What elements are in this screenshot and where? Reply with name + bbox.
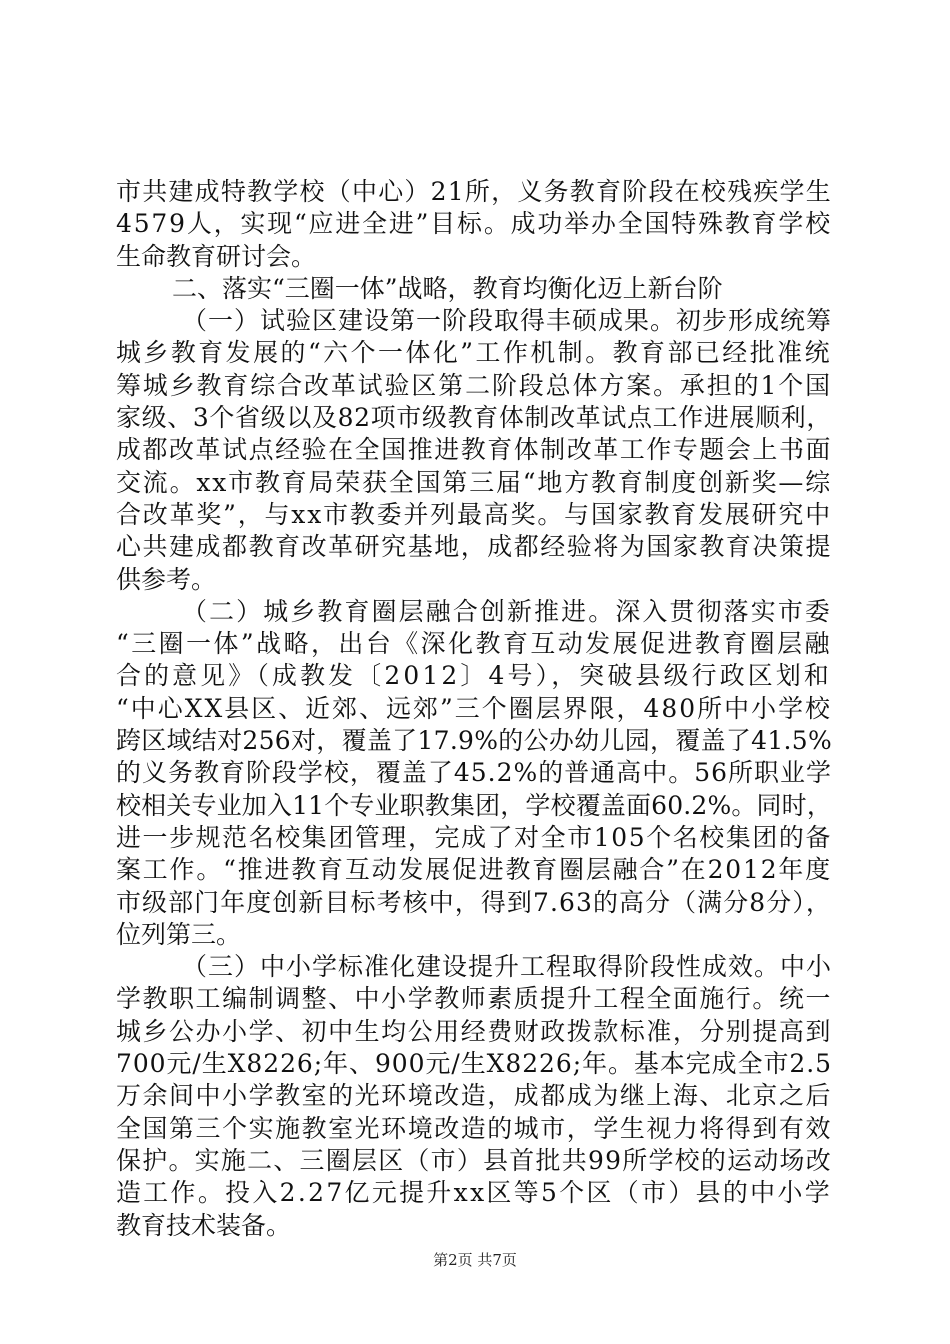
section-heading: 二、落实“三圈一体”战略，教育均衡化迈上新台阶: [172, 273, 723, 303]
paragraph-line: 学教职工编制调整、中小学教师素质提升工程全面施行。统一: [116, 984, 832, 1014]
paragraph-line: 进一步规范名校集团管理，完成了对全市105个名校集团的备: [116, 822, 832, 852]
paragraph-line: （三）中小学标准化建设提升工程取得阶段性成效。中小: [182, 952, 832, 982]
paragraph-line: “三圈一体”战略，出台《深化教育互动发展促进教育圈层融: [116, 629, 832, 659]
paragraph-line: 位列第三。: [116, 919, 242, 949]
paragraph-line: 交流。xx市教育局荣获全国第三届“地方教育制度创新奖—综: [116, 467, 832, 497]
paragraph-line: 成都改革试点经验在全国推进教育体制改革工作专题会上书面: [116, 435, 832, 465]
paragraph-line: （一）试验区建设第一阶段取得丰硕成果。初步形成统筹: [182, 306, 832, 336]
page-footer: 第2页 共7页: [433, 1251, 517, 1269]
document-body: [116, 176, 832, 1242]
paragraph-line: 保护。实施二、三圈层区（市）县首批共99所学校的运动场改: [116, 1145, 832, 1175]
paragraph-line: 的义务教育阶段学校，覆盖了45.2%的普通高中。56所职业学: [116, 758, 832, 788]
paragraph-line: 跨区域结对256对，覆盖了17.9%的公办幼儿园，覆盖了41.5%: [116, 726, 832, 756]
paragraph-line: 市级部门年度创新目标考核中，得到7.63的高分（满分8分），: [116, 887, 832, 917]
paragraph-line: 合的意见》（成教发〔2012〕4号），突破县级行政区划和: [116, 661, 832, 691]
paragraph-line: 家级、3个省级以及82项市级教育体制改革试点工作进展顺利，: [116, 403, 832, 433]
paragraph-line: 城乡公办小学、初中生均公用经费财政拨款标准，分别提高到: [116, 1016, 832, 1046]
paragraph-line: 全国第三个实施教室光环境改造的城市，学生视力将得到有效: [116, 1113, 832, 1143]
paragraph-line: 城乡教育发展的“六个一体化”工作机制。教育部已经批准统: [116, 338, 832, 368]
paragraph-line: 生命教育研讨会。: [116, 241, 317, 271]
paragraph-line: （二）城乡教育圈层融合创新推进。深入贯彻落实市委: [182, 596, 832, 626]
paragraph-line: 供参考。: [116, 564, 217, 594]
paragraph-line: “中心XX县区、近郊、远郊”三个圈层界限，480所中小学校: [116, 693, 832, 723]
paragraph-line: 心共建成都教育改革研究基地，成都经验将为国家教育决策提: [116, 532, 832, 562]
paragraph-line: 教育技术装备。: [116, 1210, 292, 1240]
paragraph-line: 合改革奖”，与xx市教委并列最高奖。与国家教育发展研究中: [116, 499, 832, 529]
paragraph-line: 筹城乡教育综合改革试验区第二阶段总体方案。承担的1个国: [116, 370, 832, 400]
paragraph-line: 市共建成特教学校（中心）21所，义务教育阶段在校残疾学生: [116, 177, 832, 206]
paragraph-line: 案工作。“推进教育互动发展促进教育圈层融合”在2012年度: [116, 855, 832, 885]
paragraph-line: 校相关专业加入11个专业职教集团，学校覆盖面60.2%。同时，: [116, 790, 832, 820]
paragraph-line: 4579人，实现“应进全进”目标。成功举办全国特殊教育学校: [116, 209, 832, 239]
paragraph-line: 造工作。投入2.27亿元提升xx区等5个区（市）县的中小学: [116, 1178, 832, 1208]
paragraph-line: 700元/生X8226;年、900元/生X8226;年。基本完成全市2.5: [116, 1049, 832, 1079]
paragraph-line: 万余间中小学教室的光环境改造，成都成为继上海、北京之后: [116, 1081, 832, 1111]
